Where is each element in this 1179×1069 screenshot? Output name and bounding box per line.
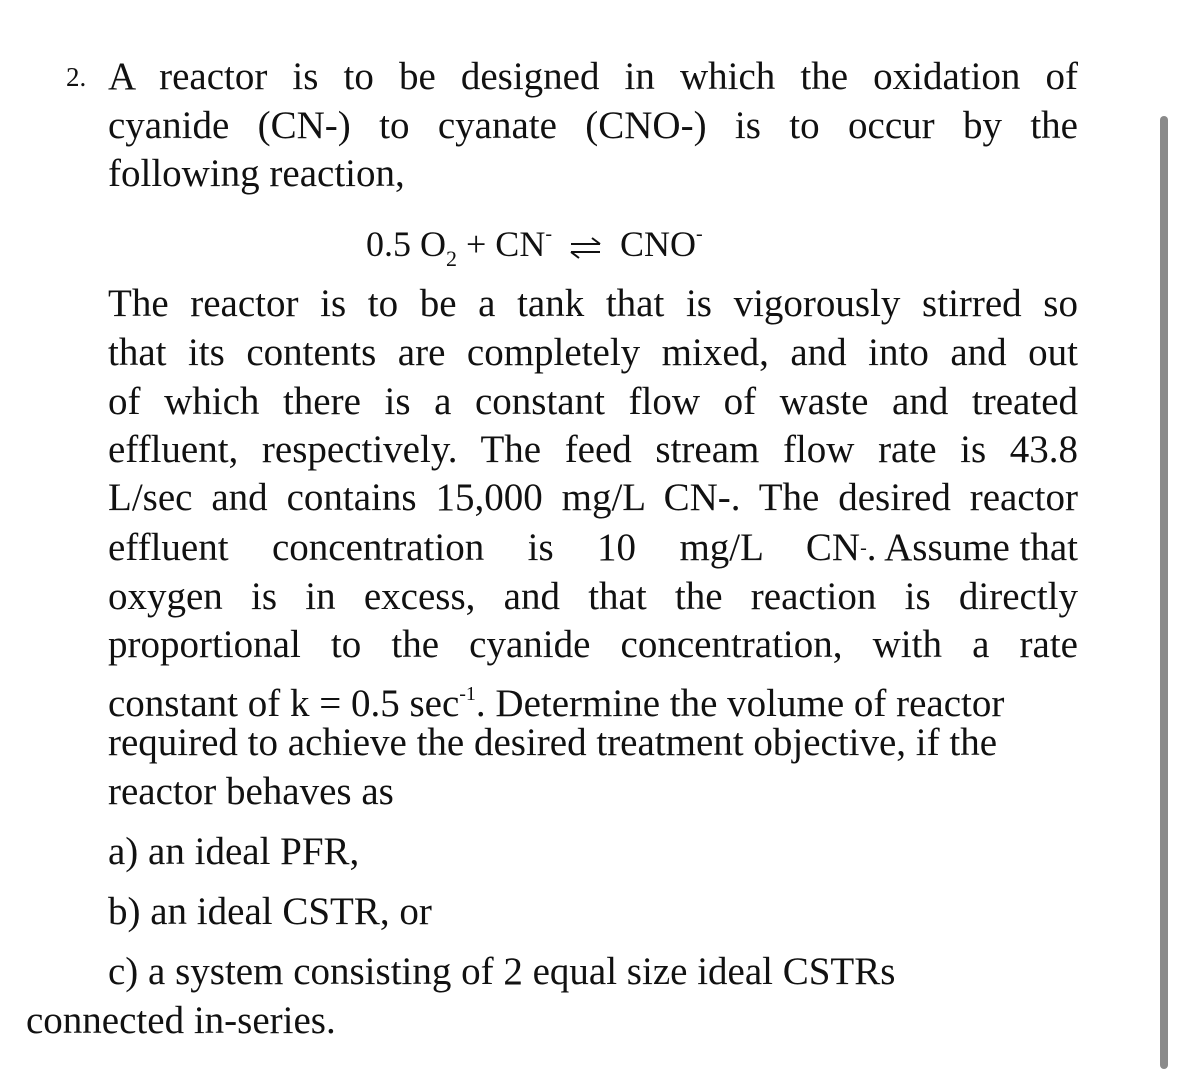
paragraph-line-4: effluent, respectively. The feed stream flow rate is 43.8 — [108, 428, 1078, 471]
paragraph-line-8: proportional to the cyanide concentration, with a rate — [108, 623, 1078, 666]
option-c: c) a system consisting of 2 equal size ideal CSTRs — [108, 950, 896, 993]
option-a: a) an ideal PFR, — [108, 830, 360, 873]
eq-reactant-o2: 0.5 O — [366, 224, 446, 264]
eq-cno-charge: - — [696, 223, 703, 245]
option-c-continued: connected in-series. — [26, 999, 336, 1042]
cn-charge-sup: - — [860, 537, 867, 559]
eq-o2-subscript: 2 — [446, 246, 457, 271]
equilibrium-arrow-icon — [569, 237, 603, 259]
reaction-equation — [366, 210, 703, 283]
question-line-1: A reactor is to be designed in which the oxidation of — [108, 55, 1078, 98]
paragraph-line-2: that its contents are completely mixed, and into and out — [108, 331, 1078, 374]
rate-constant-exponent: -1 — [459, 683, 476, 705]
determine-volume-text: . Determine the volume of reactor — [475, 682, 1005, 725]
rate-constant-text: constant of k = 0.5 sec — [108, 682, 460, 725]
cn-concentration-text: effluent concentration is 10 mg/L CN — [108, 526, 861, 569]
paragraph-line-7: oxygen is in excess, and that the reaction is directly — [108, 575, 1078, 618]
paragraph-line-11: reactor behaves as — [108, 770, 394, 813]
assume-text: . Assume that — [866, 526, 1078, 569]
eq-cn-charge: - — [545, 223, 552, 245]
paragraph-line-6 — [108, 524, 1078, 572]
question-line-3: following reaction, — [108, 152, 405, 195]
paragraph-line-5: L/sec and contains 15,000 mg/L CN-. The desired reactor — [108, 476, 1078, 519]
paragraph-line-10: required to achieve the desired treatment objective, if the — [108, 721, 998, 764]
question-number: 2. — [66, 62, 87, 92]
paragraph-line-6-text — [108, 524, 860, 572]
question-line-2: cyanide (CN-) to cyanate (CNO-) is to occur by the — [108, 104, 1078, 147]
paragraph-line-3: of which there is a constant flow of waste and treated — [108, 380, 1078, 423]
eq-reactant-cn: + CN — [466, 224, 546, 264]
option-b: b) an ideal CSTR, or — [108, 890, 432, 933]
paragraph-line-1: The reactor is to be a tank that is vigorously stirred so — [108, 282, 1078, 325]
eq-product-cno: CNO — [619, 224, 696, 264]
vertical-scrollbar[interactable] — [1160, 116, 1168, 1069]
